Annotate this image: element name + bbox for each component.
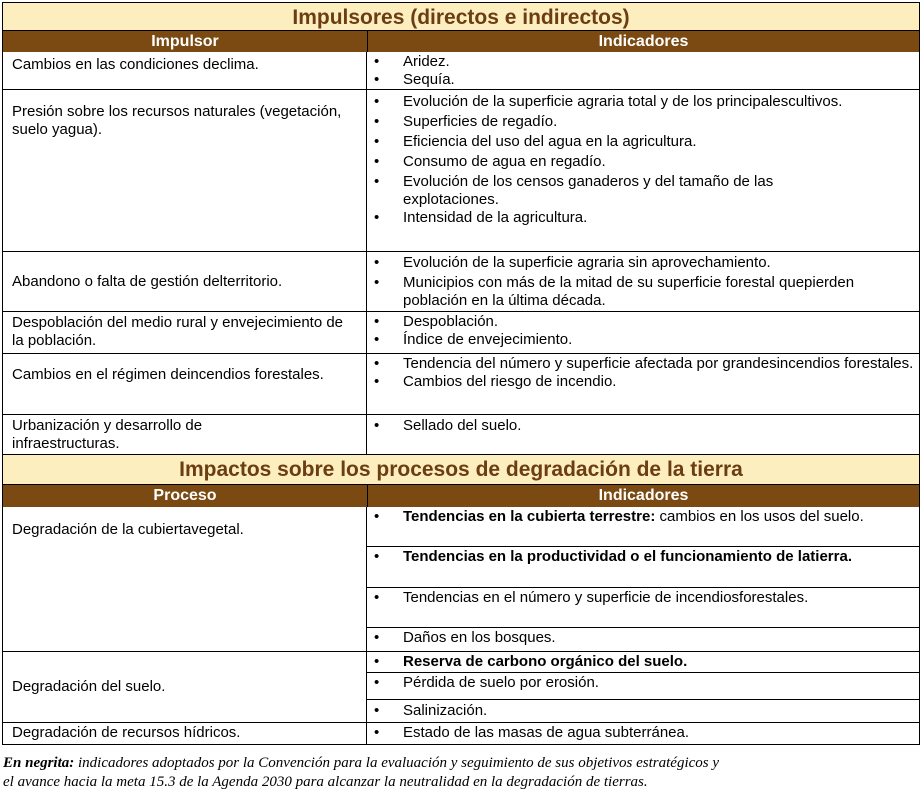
bullet-icon: • — [374, 113, 380, 130]
indicator-list — [367, 415, 919, 454]
column-header-indicadores: Indicadores — [598, 33, 689, 50]
section-title-impactos: Impactos sobre los procesos de degradación de la tierra — [2, 455, 920, 485]
bullet-icon: • — [374, 589, 380, 606]
bullet-icon: • — [374, 373, 380, 390]
column-header-indicadores: Indicadores — [598, 487, 689, 504]
list-item: • Estado de las masas de agua subterránea. — [374, 724, 690, 741]
table-row — [2, 723, 920, 745]
list-item: • Intensidad de la agricultura. — [374, 209, 588, 226]
column-header-proceso: Proceso — [3, 485, 368, 507]
bullet-icon: • — [374, 508, 380, 525]
row-label: Presión sobre los recursos naturales (vegetación, suelo yagua). — [3, 90, 367, 251]
row-label: Cambios en el régimen deincendios forestales. — [3, 354, 367, 414]
bullet-icon: • — [374, 331, 380, 348]
list-item: • Despoblación. — [374, 313, 499, 330]
list-item: • Evolución de los censos ganaderos y del tamaño de las explotaciones. — [374, 173, 774, 208]
list-item: • Eficiencia del uso del agua en la agricultura. — [374, 133, 697, 150]
table-row — [2, 312, 920, 354]
list-item: • Sequía. — [374, 71, 455, 88]
bullet-icon: • — [374, 209, 380, 226]
list-item: • Salinización. — [374, 702, 488, 719]
row-label: Cambios en las condiciones declima. — [3, 52, 367, 89]
bullet-icon: • — [374, 313, 380, 330]
indicators-table — [2, 2, 920, 745]
table-row — [2, 252, 920, 312]
bullet-icon: • — [374, 173, 380, 190]
header-row-impulsores — [2, 31, 920, 52]
list-item: • Índice de envejecimiento. — [374, 331, 573, 348]
list-item: • Evolución de la superficie agraria sin aprovechamiento. — [374, 254, 771, 271]
bullet-icon: • — [374, 133, 380, 150]
indicator-list — [367, 652, 919, 722]
bullet-icon: • — [374, 674, 380, 691]
bullet-icon: • — [374, 417, 380, 434]
footnote — [3, 754, 863, 792]
list-item: • Aridez. — [374, 53, 450, 70]
footnote-bold: En negrita: — [3, 755, 75, 771]
list-item: • Pérdida de suelo por erosión. — [367, 673, 919, 700]
row-label: Abandono o falta de gestión delterritorio. — [3, 252, 367, 311]
bullet-icon: • — [374, 629, 380, 646]
bullet-icon: • — [374, 274, 380, 291]
list-item: • Reserva de carbono orgánico del suelo. — [367, 652, 919, 673]
list-item: • Evolución de la superficie agraria total y de los principalescultivos. — [374, 93, 843, 110]
list-item: • Tendencias en la productividad o el funcionamiento de latierra. — [367, 547, 919, 588]
bullet-icon: • — [374, 724, 380, 741]
row-label: Degradación de recursos hídricos. — [3, 723, 367, 744]
header-row-impactos — [2, 485, 920, 507]
table-row — [2, 90, 920, 252]
list-item: • Tendencias en el número y superficie de incendiosforestales. — [367, 588, 919, 628]
bullet-icon: • — [374, 702, 380, 719]
indicator-list — [367, 52, 919, 89]
list-item: • Cambios del riesgo de incendio. — [374, 373, 617, 390]
column-header-impulsor: Impulsor — [3, 31, 368, 52]
indicator-list — [367, 312, 919, 353]
bullet-icon: • — [374, 93, 380, 110]
list-item: • Consumo de agua en regadío. — [374, 153, 606, 170]
indicator-list — [367, 90, 919, 251]
row-label: Degradación de la cubiertavegetal. — [3, 507, 367, 651]
bullet-icon: • — [374, 355, 380, 372]
list-item: • Tendencias en la cubierta terrestre: cambios en los usos del suelo. — [367, 507, 919, 547]
indicator-list — [367, 507, 919, 651]
row-label: Degradación del suelo. — [3, 652, 367, 722]
row-label: Urbanización y desarrollo de infraestructuras. — [3, 415, 367, 454]
bullet-icon: • — [374, 254, 380, 271]
indicator-list — [367, 354, 919, 414]
row-label: Despoblación del medio rural y envejecimiento de la población. — [3, 312, 367, 353]
footnote-line1: indicadores adoptados por la Convención para la evaluación y seguimiento de sus objetivos estratégicos y — [74, 755, 720, 771]
table-row — [2, 652, 920, 723]
footnote-line2: el avance hacia la meta 15.3 de la Agenda 2030 para alcanzar la neutralidad en la degradación de tierras. — [3, 774, 648, 790]
list-item: • Municipios con más de la mitad de su superficie forestal quepierden población en la última década. — [374, 274, 855, 309]
list-item: • Superficies de regadío. — [374, 113, 558, 130]
table-row — [2, 354, 920, 415]
list-item: • Sellado del suelo. — [374, 417, 522, 434]
indicator-list — [367, 723, 919, 744]
table-row — [2, 52, 920, 90]
list-item: • Daños en los bosques. — [374, 629, 556, 646]
list-item: • Tendencia del número y superficie afectada por grandesincendios forestales. — [374, 355, 914, 372]
bullet-icon: • — [374, 153, 380, 170]
bullet-icon: • — [374, 71, 380, 88]
bullet-icon: • — [374, 653, 380, 670]
indicator-list — [367, 252, 919, 311]
table-row — [2, 415, 920, 455]
section-title-impulsores: Impulsores (directos e indirectos) — [2, 2, 920, 31]
table-row — [2, 507, 920, 652]
bullet-icon: • — [374, 53, 380, 70]
bullet-icon: • — [374, 548, 380, 565]
